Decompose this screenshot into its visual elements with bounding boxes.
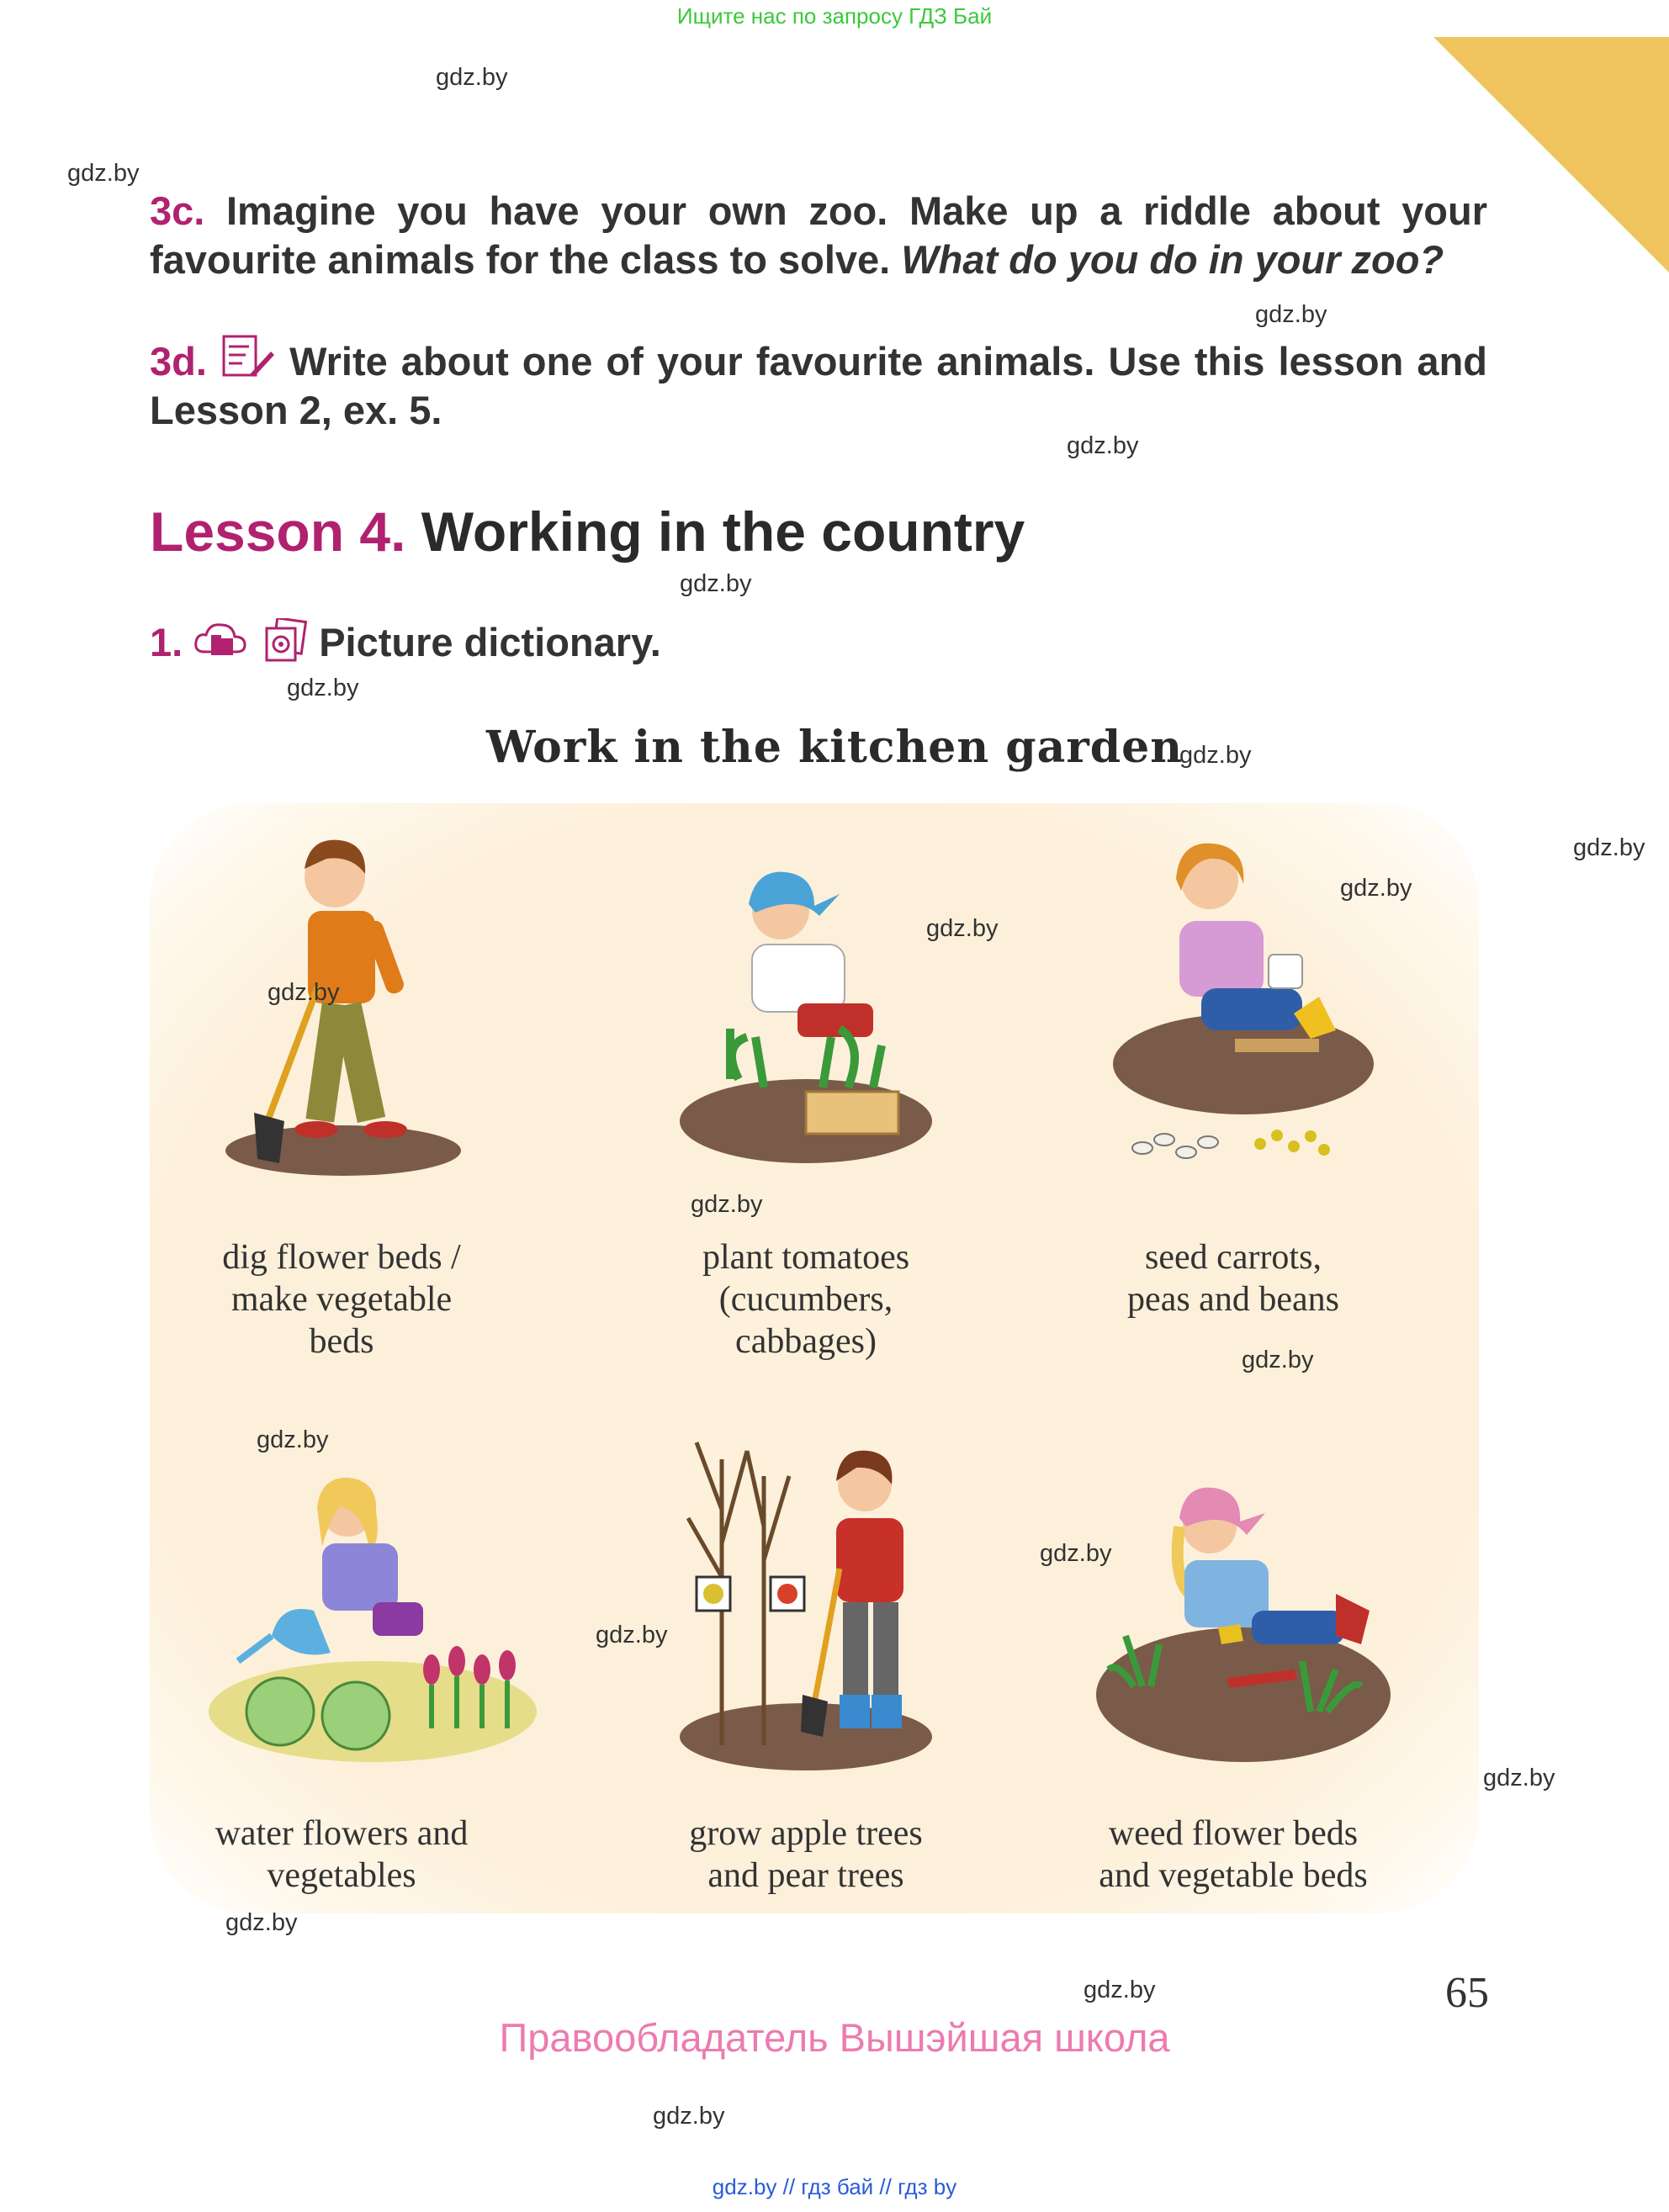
watermark: gdz.by bbox=[1084, 1977, 1156, 2003]
task-text: Imagine you have your own zoo. Make up a riddle about your favourite animals for the class to solve. bbox=[150, 188, 1488, 282]
watermark: gdz.by bbox=[1179, 742, 1252, 769]
caption-line: and vegetable beds bbox=[1099, 1856, 1368, 1895]
watermark: gdz.by bbox=[926, 915, 999, 942]
task-italic-question: What do you do in your zoo? bbox=[901, 237, 1444, 282]
caption-line: seed carrots, bbox=[1145, 1238, 1322, 1277]
caption-line: water flowers and bbox=[215, 1814, 469, 1853]
lesson-number: Lesson 4. bbox=[150, 500, 406, 563]
girl-planting-illustration bbox=[671, 835, 940, 1180]
lesson-title bbox=[150, 500, 1025, 564]
watermark: gdz.by bbox=[67, 160, 140, 187]
girl-weeding-illustration bbox=[1092, 1468, 1395, 1770]
task-number: 3d. bbox=[150, 339, 207, 384]
cards-icon[interactable] bbox=[262, 618, 309, 665]
exercise-title: Picture dictionary. bbox=[319, 619, 661, 664]
task-3c bbox=[150, 187, 1487, 284]
caption-dig bbox=[123, 1236, 560, 1363]
caption-line: (cucumbers, bbox=[718, 1280, 893, 1319]
lesson-name: Working in the country bbox=[421, 500, 1025, 563]
caption-line: peas and beans bbox=[1127, 1280, 1339, 1319]
caption-weed bbox=[1015, 1812, 1452, 1897]
top-banner[interactable]: Ищите нас по запросу ГДЗ Бай bbox=[676, 3, 993, 29]
section-title: Work in the kitchen garden bbox=[485, 722, 1183, 773]
cloud-folder-icon[interactable] bbox=[193, 618, 252, 665]
watermark: gdz.by bbox=[1242, 1347, 1314, 1373]
writing-icon bbox=[220, 335, 276, 380]
exercise-number: 1. bbox=[150, 619, 183, 664]
watermark: gdz.by bbox=[1573, 834, 1645, 861]
exercise-1 bbox=[150, 618, 661, 665]
watermark: gdz.by bbox=[1067, 432, 1139, 459]
caption-line: beds bbox=[309, 1322, 374, 1361]
caption-seed bbox=[1015, 1236, 1452, 1320]
watermark: gdz.by bbox=[257, 1426, 329, 1453]
girl-seeding-illustration bbox=[1109, 820, 1378, 1182]
caption-water bbox=[123, 1812, 560, 1897]
copyright-owner: Правообладатель Вышэйшая школа bbox=[499, 2015, 1170, 2060]
caption-line: cabbages) bbox=[735, 1322, 877, 1361]
task-number: 3c. bbox=[150, 188, 205, 233]
watermark: gdz.by bbox=[1255, 301, 1327, 328]
caption-plant bbox=[587, 1236, 1025, 1363]
watermark: gdz.by bbox=[596, 1622, 668, 1648]
footer-links[interactable]: gdz.by // гдз бай // гдз by bbox=[712, 2174, 957, 2199]
watermark: gdz.by bbox=[1340, 875, 1412, 902]
caption-line: and pear trees bbox=[707, 1856, 904, 1895]
girl-watering-illustration bbox=[204, 1459, 541, 1762]
page-number: 65 bbox=[1445, 1969, 1489, 2017]
watermark: gdz.by bbox=[268, 979, 340, 1006]
caption-line: weed flower beds bbox=[1108, 1814, 1359, 1853]
watermark: gdz.by bbox=[436, 64, 508, 91]
caption-line: vegetables bbox=[267, 1856, 416, 1895]
caption-line: dig flower beds / bbox=[222, 1238, 461, 1277]
watermark: gdz.by bbox=[1040, 1540, 1112, 1567]
caption-grow bbox=[587, 1812, 1025, 1897]
caption-line: plant tomatoes bbox=[702, 1238, 910, 1277]
watermark: gdz.by bbox=[225, 1909, 298, 1936]
watermark: gdz.by bbox=[1483, 1765, 1555, 1791]
task-3d bbox=[150, 335, 1487, 435]
caption-line: make vegetable bbox=[230, 1280, 453, 1319]
boy-digging-illustration bbox=[217, 818, 469, 1180]
caption-line: grow apple trees bbox=[689, 1814, 923, 1853]
watermark: gdz.by bbox=[691, 1191, 763, 1218]
watermark: gdz.by bbox=[653, 2103, 725, 2130]
watermark: gdz.by bbox=[287, 675, 359, 701]
watermark: gdz.by bbox=[680, 570, 752, 597]
boy-planting-trees-illustration bbox=[671, 1426, 940, 1779]
task-text: Write about one of your favourite animals. Use this lesson and Lesson 2, ex. 5. bbox=[150, 339, 1487, 432]
